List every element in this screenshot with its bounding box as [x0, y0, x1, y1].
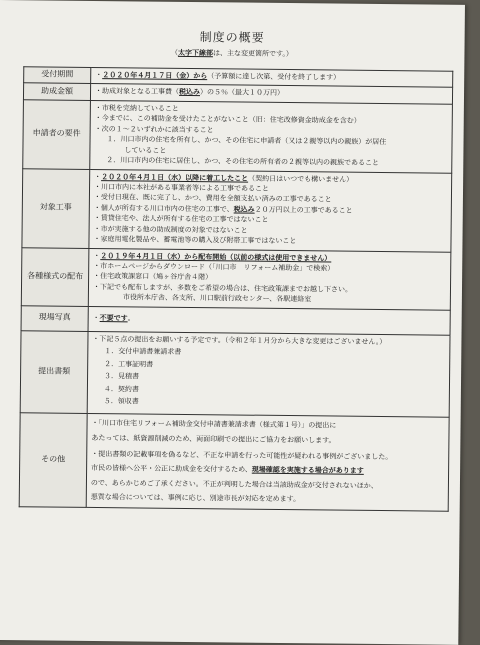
sonota-p2b2: 現場確認を実施する場合があります	[251, 465, 364, 476]
cell-sonota	[86, 414, 449, 512]
row-shinsei	[23, 100, 453, 173]
taisho-h1: ・	[94, 172, 102, 181]
taisho-l3c: ２０万円以上の工事であること	[254, 205, 353, 215]
taisho-l2: ・受付日現在、既に完了し、かつ、費用を全額支払い済みの工事であること	[93, 193, 332, 204]
row-taisho	[22, 168, 452, 252]
yoshiki-l3: ・下記でも配布しますが、多数をご希望の場合は、住宅政策課までお越し下さい。	[92, 282, 353, 294]
yoshiki-l2: ・住宅政策課窓口（鳩ヶ谷庁舎４階）	[93, 272, 213, 282]
cell-teishutsu	[87, 331, 450, 417]
shinsei-l4: １．川口市内の住宅を所有し、かつ、その住宅に申請者（又は２親等以内の親族）が居住	[106, 135, 387, 147]
label-sonota: その他	[19, 413, 87, 507]
shinsei-l6: ２．川口市内の住宅に居住し、かつ、その住宅の所有者の２親等以内の親族であること	[106, 156, 380, 168]
taisho-h3: （契約日はいつでも構いません）	[248, 174, 354, 184]
sonota-p2a: ・提出書類の記載事項を偽るなど、不正な申請を行った可能性が疑われる事例がございました。	[91, 449, 393, 462]
josei-a: ・助成対象となる工事費（	[95, 87, 180, 97]
teishutsu-item-5: ５．領収書	[103, 397, 139, 406]
shinsei-l5: していること	[124, 145, 167, 155]
uketsuke-note: （予算額に達し次第、受付を終了します）	[207, 72, 341, 82]
uketsuke-date: ２０２０年４月１７日（金）から	[102, 71, 208, 81]
taisho-l3b: 税込み	[233, 205, 255, 214]
teishutsu-item-3: ３．見積書	[104, 372, 140, 381]
label-taisho: 対象工事	[22, 168, 90, 248]
page-subtitle	[0, 46, 464, 61]
taisho-h2: ２０２０年４月１日（水）以降に着工したこと	[101, 172, 249, 183]
josei-b: 税込み	[179, 88, 201, 97]
yoshiki-h1: ・	[93, 251, 101, 260]
subtitle-bold: 太字下線部	[177, 48, 214, 58]
overview-table	[19, 66, 454, 512]
taisho-l1: ・川口市内に本社がある事業者等による工事であること	[94, 182, 270, 193]
sonota-p2c: ので、あらかじめご了承ください。不正が判明した場合は当該助成金が交付されないほか、	[90, 478, 378, 490]
subtitle-open: （	[170, 48, 179, 57]
label-shashin: 現場写真	[21, 305, 88, 331]
shinsei-l2: ・今までに、この補助金を受けたことがないこと（旧：住宅改修資金助成金を含む）	[94, 114, 361, 126]
row-teishutsu	[20, 330, 450, 417]
josei-c: ）の５％（最大１０万円）	[200, 88, 285, 98]
cell-shinsei	[90, 100, 453, 172]
teishutsu-item-2: ２．工事証明書	[104, 359, 154, 369]
shashin-b: 不要です	[99, 314, 128, 323]
label-shinsei: 申請者の要件	[23, 100, 91, 169]
sonota-p1a: ・「川口市住宅リフォーム補助金交付申請書兼請求書（様式第１号）」の提出に	[91, 419, 337, 430]
taisho-l3a: ・個人が所有する川口市内の住宅の工事で、	[93, 203, 234, 214]
taisho-l5: ・市が実施する他の助成制度の対象ではないこと	[93, 224, 248, 235]
taisho-l4: ・賃貸住宅や、法人が所有する住宅の工事ではないこと	[93, 214, 269, 225]
sonota-p2b1: 市民の皆様へ公平・公正に助成金を交付するため、	[91, 464, 252, 474]
yoshiki-l1: ・市ホームページからダウンロード（「川口市 リフォーム補助金」で検索）	[93, 261, 335, 273]
cell-shashin	[88, 306, 450, 335]
uketsuke-bullet: ・	[95, 71, 103, 80]
yoshiki-h2: ２０１９年４月１日（水）から配布開始（以前の様式は使用できません）	[100, 251, 332, 263]
cell-taisho	[89, 169, 452, 252]
teishutsu-item-4: ４．契約書	[103, 384, 139, 393]
sonota-p1b: あたっては、紙資源削減のため、両面印刷での提出にご協力をお願いします。	[91, 433, 336, 445]
taisho-l6: ・家庭用電化製品や、蓄電池等の購入及び附帯工事ではないこと	[93, 235, 297, 246]
sonota-p2d: 悪質な場合については、事例に応じ、別途市長が対応を定めます。	[90, 492, 301, 504]
page-title: 制度の概要	[199, 30, 265, 45]
label-yoshiki: 各種様式の配布	[21, 247, 89, 306]
teishutsu-item-1: １．交付申請書兼請求書	[104, 347, 182, 357]
row-yoshiki	[21, 247, 451, 310]
shashin-c: 。	[127, 314, 135, 323]
row-sonota	[19, 413, 449, 511]
shinsei-l1: ・市税を完納していること	[94, 103, 179, 113]
cell-yoshiki	[88, 248, 451, 310]
teishutsu-intro: ・下記５点の提出をお願いする予定です。（令和２年１月分から大きな変更はございません。）	[92, 334, 387, 346]
shashin-a: ・	[92, 314, 100, 323]
label-josei: 助成金額	[23, 83, 90, 100]
label-teishutsu: 提出書類	[20, 330, 88, 413]
subtitle-rest: は、主な変更箇所です。）	[212, 49, 293, 59]
yoshiki-l4: 市役所本庁舎、各支所、川口駅前行政センター、各駅連絡室	[122, 293, 312, 304]
shinsei-l3: ・次の１～２いずれかに該当すること	[94, 124, 214, 134]
label-uketsuke: 受付期間	[24, 67, 91, 84]
